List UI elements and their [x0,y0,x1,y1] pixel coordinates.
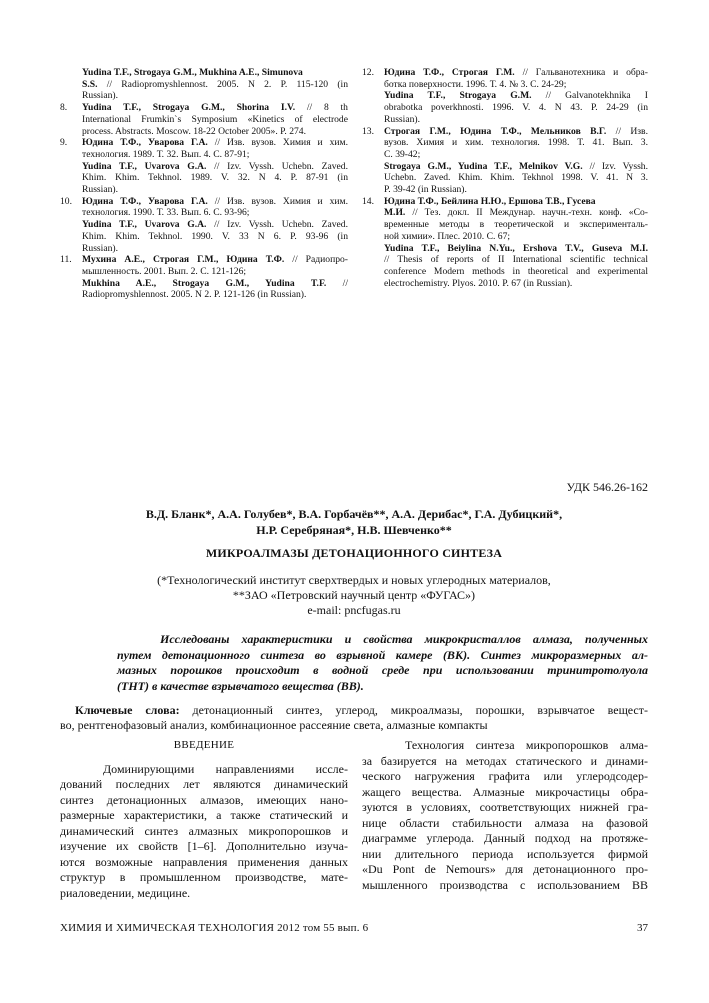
reference-details: conference Modern methods in theoretical and experimental [384,265,648,277]
reference-item [60,67,348,102]
abstract-line: (ТНТ) в качестве взрывчатого вещества (ВВ). [117,678,364,693]
reference-line [82,79,348,91]
text-line: «Du Pont de Nemours» для детонационного про- [362,862,648,876]
reference-item [60,102,348,137]
text-line: жащего вещества. Алмазные микрочастицы обра- [362,784,648,799]
text-line: риаловедении, медицине. [60,885,191,900]
reference-details: process. Abstracts. Moscow. 18-22 October 2005». P. 274. [82,125,307,137]
reference-text [82,196,348,255]
reference-authors: Юдина Т.Ф., Уварова Г.А. [82,137,208,149]
reference-details: // [326,277,349,289]
text-line: динамический синтез алмазных микропорошков и [60,823,348,838]
text-line: диаграмме углерода. Данный подход на протяже- [362,831,648,845]
reference-line [384,254,648,266]
reference-authors: S.S. [82,78,98,90]
reference-line [384,207,648,219]
reference-details: P. 39-42 (in Russian). [384,184,467,196]
reference-line [384,243,648,255]
technology-paragraph [362,738,648,893]
reference-details: технология. 1990. Т. 33. Вып. 6. С. 93-96; [82,207,250,219]
reference-number: 11. [60,254,72,266]
keywords-label: Ключевые слова: [75,703,180,717]
reference-line [384,196,648,208]
reference-item [362,196,648,290]
affiliation-line: (*Технологический институт сверхтвердых и новых углеродных материалов, [157,573,551,587]
reference-authors: Strogaya G.M., Yudina T.F., Melnikov V.G. [384,160,583,172]
references-left-column [60,67,348,301]
reference-details: Russian). [384,113,420,125]
page-number: 37 [637,922,648,934]
reference-details: // 8 th [295,102,348,114]
reference-line [384,114,648,126]
udk-code: УДК 546.26-162 [566,480,648,494]
body-right-column [362,738,648,893]
reference-line [82,231,348,243]
reference-line [82,126,348,138]
reference-authors: Yudina T.F., Strogaya G.M. [384,90,532,102]
text-line: нии длительного периода используется фирмой [362,846,648,861]
body-left-column [60,738,348,901]
reference-details: // Радиопро- [284,254,348,266]
reference-line [82,254,348,266]
reference-item [60,254,348,301]
reference-details: electrochemistry. Plyos. 2010. P. 67 (in Russian). [384,277,573,289]
reference-details: // Galvanotekhnika I [531,90,648,102]
reference-text [384,126,648,196]
reference-details: International Frumkin`s Symposium «Kinetics of electrode [82,113,348,125]
reference-details: Russian). [82,242,118,254]
reference-line [384,184,648,196]
reference-number: 8. [60,102,68,114]
reference-number: 13. [362,125,374,137]
reference-authors: Yudina T.F., Uvarova G.A. [82,219,207,231]
reference-line [384,172,648,184]
reference-authors: Yudina T.F., Beiylina N.Yu., Ershova T.V., Guseva M.I. [384,242,648,254]
reference-details: // Гальванотехника и обра- [514,67,648,78]
references-right-column [362,67,648,289]
reference-authors: Yudina T.F., Strogaya G.M., Shorina I.V. [82,102,296,114]
page-footer [60,922,648,934]
reference-line [82,243,348,255]
reference-line [384,79,648,91]
text-line: ческого нагружения графита или углеродсодер- [362,769,648,783]
reference-authors: Юдина Т.Ф., Бейлина Н.Ю., Ершова Т.В., Гусева [384,195,596,207]
affiliation-line: **ЗАО «Петровский научный центр «ФУГАС») [232,588,476,602]
reference-line [82,184,348,196]
abstract-line: Исследованы характеристики и свойства микрокристаллов алмаза, полученных [160,632,648,646]
reference-line [82,289,348,301]
reference-authors: М.И. [384,207,406,219]
email-line: e-mail: pncfugas.ru [307,603,401,617]
reference-details: Khim. Khim. Tekhnol. 1990. V. 33 N 6. P. 93-96 (in [82,230,348,242]
reference-line [82,102,348,114]
reference-details: // Thesis of reports of II International scientific technical [384,254,648,266]
article-title: МИКРОАЛМАЗЫ ДЕТОНАЦИОННОГО СИНТЕЗА [205,546,503,560]
reference-details: ботка поверхности. 1996. Т. 4. № 3. С. 24-29; [384,78,567,90]
affiliations [60,573,648,618]
reference-authors: Мухина А.Е., Строгая Г.М., Юдина Т.Ф. [82,254,285,266]
text-line: Технология синтеза микропорошков алма- [405,738,648,752]
text-line: мышленного производства с использованием ВВ [362,877,648,892]
text-line: ются возможные направления применения данных [60,854,348,869]
reference-line [82,172,348,184]
reference-details: ной химии». Плес. 2010. С. 67; [384,230,511,242]
reference-details: вузов. Химия и хим. технология. 1998. Т. 41. Вып. 3. [384,137,648,149]
keywords-text-1: детонационный синтез, углерод, микроалмазы, порошки, взрывчатое вещест- [179,703,648,717]
reference-details: временные методы в теоретической и эксперименталь- [384,219,648,231]
reference-details: Russian). [82,184,118,196]
reference-details: // Изв. вузов. Химия и хим. [207,137,348,149]
reference-details: технология. 1989. Т. 32. Вып. 4. С. 87-91; [82,148,250,160]
reference-details: мышленность. 2001. Вып. 2. С. 121-126; [82,265,247,277]
text-line: синтез детонационных алмазов, имеющих нано- [60,792,348,807]
reference-item [362,126,648,196]
reference-authors: Юдина Т.Ф., Строгая Г.М. [384,67,515,78]
reference-line [82,137,348,149]
reference-line [384,90,648,102]
reference-number: 14. [362,195,374,207]
reference-details: // Radiopromyshlennost. 2005. N 2. P. 115-120 (in [97,78,348,90]
reference-authors: Yudina T.F., Strogaya G.M., Mukhina A.E., Simunova [82,67,303,78]
reference-authors: Yudina T.F., Uvarova G.A. [82,160,207,172]
text-line: структур в промышленном производстве, мате- [60,870,348,884]
reference-authors: Mukhina A.E., Strogaya G.M., Yudina T.F. [82,277,327,289]
reference-line [384,231,648,243]
reference-line [384,219,648,231]
abstract-line: путем детонационного синтеза во взрывной камере (ВК). Синтез микроразмерных ал- [117,647,648,662]
reference-line [384,161,648,173]
text-line: дований последних лет являются динамический [60,777,348,791]
abstract-line: мазных порошков происходит в водной среде при использовании тринитротолуола [117,663,648,677]
reference-number [60,67,82,102]
keywords-line-1 [60,703,648,718]
text-line: нице области стабильности алмаза на фазовой [362,815,648,830]
reference-authors: Юдина Т.Ф., Уварова Г.А. [82,195,208,207]
reference-line [82,161,348,173]
authors-line-2: Н.Р. Серебряная*, Н.В. Шевченко** [256,523,452,537]
reference-text [82,254,348,301]
reference-details: Uchebn. Zaved. Khim. Khim. Tekhnol 1998. V. 41. N 3. [384,172,648,184]
reference-item [362,67,648,126]
reference-line [384,67,648,79]
reference-line [384,278,648,290]
reference-details: // Izv. Vyssh. [582,160,648,172]
reference-number: 9. [60,137,68,149]
reference-number: 12. [362,67,374,78]
authors [60,506,648,538]
reference-text [82,67,348,102]
text-line: зуются в условиях, соответствующих нижней гра- [362,800,648,814]
reference-details: obrabotka poverkhnosti. 1996. V. 4. N 43. P. 24-29 (in [384,102,648,114]
reference-text [384,196,648,290]
text-line: Доминирующими направлениями иссле- [103,761,348,776]
reference-authors: Строгая Г.М., Юдина Т.Ф., Мельников В.Г. [384,125,607,137]
journal-name: ХИМИЯ И ХИМИЧЕСКАЯ ТЕХНОЛОГИЯ 2012 том 55 вып. 6 [60,922,369,934]
reference-details: Khim. Khim. Tekhnol. 1989. V. 32. N 4. P. 87-91 (in [82,172,348,184]
reference-line [384,102,648,114]
reference-details: // Izv. Vyssh. Uchebn. Zaved. [206,160,348,172]
abstract [117,632,648,694]
section-heading-introduction: ВВЕДЕНИЕ [173,739,235,751]
reference-text [82,102,348,137]
authors-line-1: В.Д. Бланк*, А.А. Голубев*, В.А. Горбачёв**, А.А. Дерибас*, Г.А. Дубицкий*, [145,507,563,521]
reference-item [60,137,348,196]
keywords-text-2: во, рентгенофазовый анализ, комбинационное рассеяние света, алмазные компакты [60,718,488,732]
reference-line [82,278,348,290]
reference-line [82,90,348,102]
reference-text [384,67,648,126]
reference-line [384,266,648,278]
reference-details: Radiopromyshlennost. 2005. N 2. P. 121-126 (in Russian). [82,289,307,301]
keywords [60,703,648,733]
reference-line [82,67,348,79]
text-line: размерные характеристики, а также статический и [60,808,348,822]
reference-line [82,196,348,208]
reference-details: // Тез. докл. II Междунар. научн.-техн. конф. «Со- [405,207,648,219]
reference-line [82,114,348,126]
reference-line [82,266,348,278]
reference-details: // Izv. Vyssh. Uchebn. Zaved. [206,219,348,231]
reference-line [384,137,648,149]
reference-text [82,137,348,196]
reference-details: Russian). [82,90,118,102]
reference-line [82,149,348,161]
reference-details: // Изв. [606,125,648,137]
reference-item [60,196,348,255]
reference-line [384,126,648,138]
reference-line [384,149,648,161]
reference-line [82,219,348,231]
text-line: изучение их свойств [1–6]. Дополнительно изуча- [60,839,348,853]
reference-number: 10. [60,195,72,207]
reference-details: // Изв. вузов. Химия и хим. [207,195,348,207]
reference-line [82,207,348,219]
reference-details: С. 39-42; [384,148,421,160]
introduction-paragraph [60,762,348,902]
text-line: за базируется на методах статического и динами- [362,753,648,768]
